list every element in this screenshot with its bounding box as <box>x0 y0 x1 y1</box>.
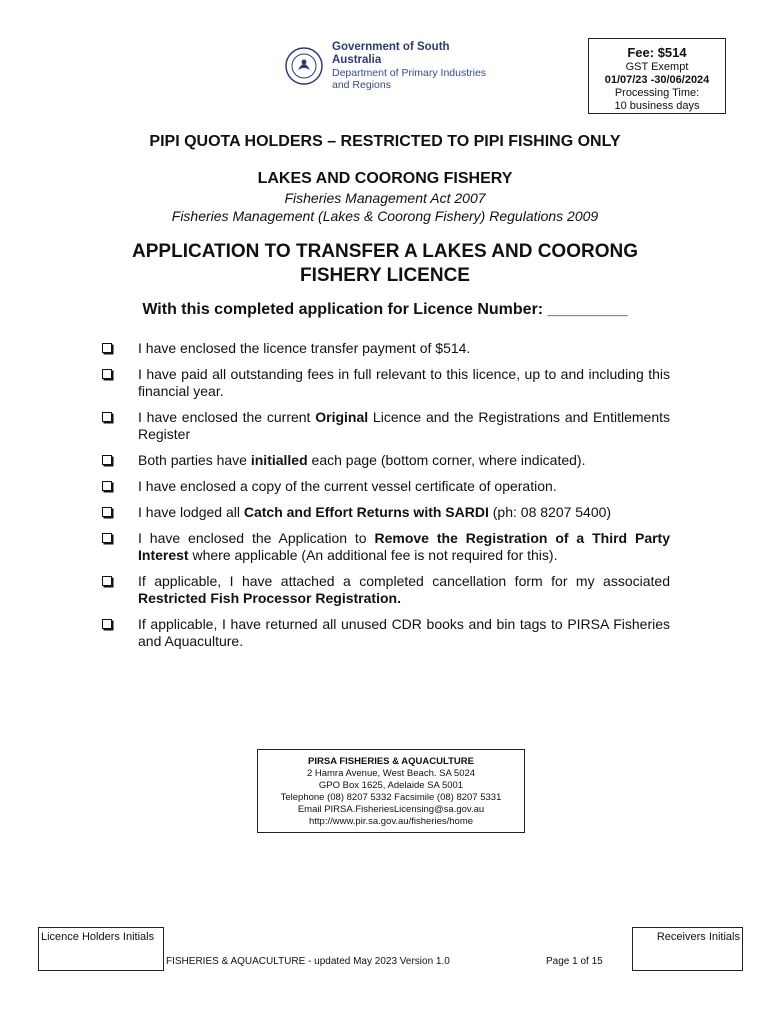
receivers-initials-box[interactable] <box>632 927 743 971</box>
page-number: Page 1 of 15 <box>546 956 603 967</box>
contact-org: PIRSA FISHERIES & AQUACULTURE <box>308 756 474 767</box>
checkbox-icon[interactable] <box>102 455 112 465</box>
fee-box <box>588 38 726 114</box>
legislation-block <box>0 189 770 225</box>
processing-value: 10 business days <box>614 100 700 112</box>
contact-phone: Telephone (08) 8207 5332 Facsimile (08) 8207 5331 <box>280 792 502 803</box>
licence-holders-initials-label: Licence Holders Initials <box>41 931 155 943</box>
checkbox-icon[interactable] <box>102 481 112 491</box>
checklist-item: Both parties have initialled each page (bottom corner, where indicated). <box>100 452 670 469</box>
checkbox-icon[interactable] <box>102 507 112 517</box>
fee-amount: Fee: $514 <box>627 45 687 60</box>
checklist-item: I have enclosed a copy of the current vessel certificate of operation. <box>100 478 670 495</box>
checklist-item: I have enclosed the current Original Licence and the Registrations and Entitlements Register <box>100 409 670 443</box>
checkbox-icon[interactable] <box>102 343 112 353</box>
department-line-2: and Regions <box>332 79 391 92</box>
act-name: Fisheries Management Act 2007 <box>284 190 486 206</box>
regulations-name: Fisheries Management (Lakes & Coorong Fishery) Regulations 2009 <box>171 208 599 224</box>
government-logo <box>284 40 494 92</box>
contact-box <box>257 749 525 833</box>
footer-version: FISHERIES & AQUACULTURE - updated May 2023 Version 1.0 <box>166 956 450 967</box>
checkbox-icon[interactable] <box>102 369 112 379</box>
page-title <box>80 240 690 288</box>
checklist-item: If applicable, I have returned all unused CDR books and bin tags to PIRSA Fisheries and Aquaculture. <box>100 616 670 650</box>
licence-holders-initials-box[interactable] <box>38 927 164 971</box>
title-line-2: FISHERY LICENCE <box>300 265 470 286</box>
checklist-item: I have paid all outstanding fees in full relevant to this licence, up to and including this financial year. <box>100 366 670 400</box>
receivers-initials-label: Receivers Initials <box>656 931 740 943</box>
gst-exempt: GST Exempt <box>625 61 689 73</box>
government-name: Government of South Australia <box>332 40 450 66</box>
south-australia-seal-icon <box>284 46 324 86</box>
checkbox-icon[interactable] <box>102 576 112 586</box>
checklist-item: I have lodged all Catch and Effort Returns with SARDI (ph: 08 8207 5400) <box>100 504 670 521</box>
department-line-1: Department of Primary Industries <box>332 67 487 80</box>
contact-address-1: 2 Hamra Avenue, West Beach. SA 5024 <box>306 768 476 779</box>
checklist-item: I have enclosed the Application to Remove the Registration of a Third Party Interest where applicable (An additional fee is not required for this). <box>100 530 670 564</box>
checkbox-icon[interactable] <box>102 533 112 543</box>
checklist <box>100 340 670 659</box>
processing-label: Processing Time: <box>614 87 700 99</box>
contact-address-2: GPO Box 1625, Adelaide SA 5001 <box>318 780 464 791</box>
title-line-1: APPLICATION TO TRANSFER A LAKES AND COORONG <box>132 241 638 262</box>
contact-website[interactable]: http://www.pir.sa.gov.au/fisheries/home <box>308 816 474 827</box>
fee-period: 01/07/23 -30/06/2024 <box>604 74 710 86</box>
checkbox-icon[interactable] <box>102 619 112 629</box>
checklist-item: If applicable, I have attached a completed cancellation form for my associated Restricted Fish Processor Registration. <box>100 573 670 607</box>
checkbox-icon[interactable] <box>102 412 112 422</box>
pipi-heading: PIPI QUOTA HOLDERS – RESTRICTED TO PIPI FISHING ONLY <box>149 133 621 150</box>
licence-number-line: With this completed application for Licence Number: _________ <box>142 301 628 318</box>
checklist-item: I have enclosed the licence transfer payment of $514. <box>100 340 670 357</box>
contact-email[interactable]: Email PIRSA.FisheriesLicensing@sa.gov.au <box>297 804 485 815</box>
fishery-heading: LAKES AND COORONG FISHERY <box>257 170 513 187</box>
